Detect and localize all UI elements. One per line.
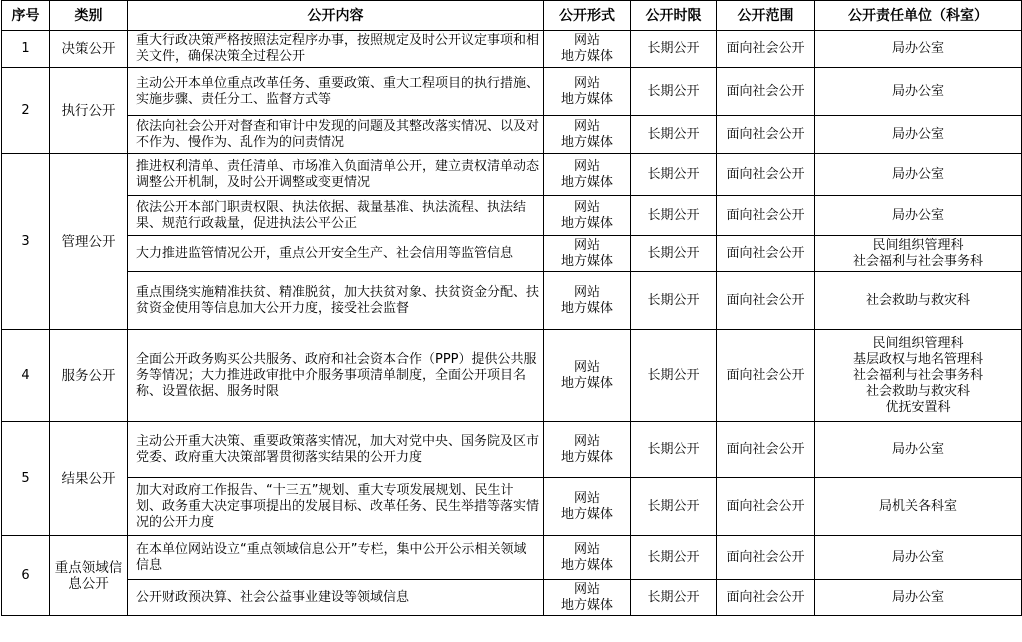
form-website: 网站 xyxy=(573,581,600,597)
form-local-media: 地方媒体 xyxy=(560,449,613,465)
table-row xyxy=(2,536,1022,580)
row-period: 长期公开 xyxy=(631,68,717,116)
row-unit xyxy=(815,31,1022,68)
row-period: 长期公开 xyxy=(631,478,717,536)
header-form: 公开形式 xyxy=(544,1,631,31)
row-form xyxy=(544,31,631,68)
row-period: 长期公开 xyxy=(631,196,717,236)
row-unit xyxy=(815,154,1022,196)
header-row xyxy=(2,1,1022,31)
table-row xyxy=(2,272,1022,330)
form-website: 网站 xyxy=(573,75,600,91)
row-period: 长期公开 xyxy=(631,272,717,330)
unit-line: 社会福利与社会事务科 xyxy=(852,367,983,383)
header-period: 公开时限 xyxy=(631,1,717,31)
row-content: 公开财政预决算、社会公益事业建设等领域信息 xyxy=(128,580,544,616)
row-unit xyxy=(815,68,1022,116)
form-local-media: 地方媒体 xyxy=(560,174,613,190)
table-row xyxy=(2,236,1022,272)
row-period: 长期公开 xyxy=(631,154,717,196)
form-website: 网站 xyxy=(573,490,600,506)
table-row xyxy=(2,68,1022,116)
row-form xyxy=(544,272,631,330)
row-scope: 面向社会公开 xyxy=(717,236,815,272)
row-form xyxy=(544,580,631,616)
row-number: 6 xyxy=(2,536,50,616)
row-number: 1 xyxy=(2,31,50,68)
row-category: 执行公开 xyxy=(50,68,128,154)
row-unit xyxy=(815,536,1022,580)
row-scope: 面向社会公开 xyxy=(717,196,815,236)
header-content: 公开内容 xyxy=(128,1,544,31)
header-category: 类别 xyxy=(50,1,128,31)
form-website: 网站 xyxy=(573,118,600,134)
unit-line: 局办公室 xyxy=(891,549,944,565)
row-period: 长期公开 xyxy=(631,536,717,580)
row-form xyxy=(544,478,631,536)
row-content: 推进权利清单、责任清单、市场准入负面清单公开，建立责权清单动态调整公开机制，及时公开调整或变更情况 xyxy=(128,154,544,196)
form-website: 网站 xyxy=(573,359,600,375)
row-content: 全面公开政务购买公共服务、政府和社会资本合作（PPP）提供公共服务等情况；大力推进政审批中介服务事项清单制度，全面公开项目名称、设置依据、服务时限 xyxy=(128,330,544,422)
row-content: 主动公开重大决策、重要政策落实情况，加大对党中央、国务院及区市党委、政府重大决策部署贯彻落实结果的公开力度 xyxy=(128,422,544,478)
table-row xyxy=(2,196,1022,236)
table-row xyxy=(2,580,1022,616)
form-local-media: 地方媒体 xyxy=(560,49,613,64)
table-row xyxy=(2,31,1022,68)
row-number: 4 xyxy=(2,330,50,422)
row-number: 5 xyxy=(2,422,50,536)
form-website: 网站 xyxy=(573,158,600,174)
row-form xyxy=(544,236,631,272)
unit-line: 局机关各科室 xyxy=(878,498,957,514)
row-form xyxy=(544,330,631,422)
row-form xyxy=(544,536,631,580)
unit-line: 局办公室 xyxy=(891,83,944,99)
unit-line: 基层政权与地名管理科 xyxy=(852,351,983,367)
row-unit xyxy=(815,330,1022,422)
unit-line: 局办公室 xyxy=(891,441,944,457)
form-local-media: 地方媒体 xyxy=(560,215,613,231)
row-content: 主动公开本单位重点改革任务、重要政策、重大工程项目的执行措施、实施步骤、责任分工、监督方式等 xyxy=(128,68,544,116)
row-scope: 面向社会公开 xyxy=(717,422,815,478)
form-local-media: 地方媒体 xyxy=(560,557,613,573)
unit-line: 社会救助与救灾科 xyxy=(865,292,970,308)
row-content: 重点围绕实施精准扶贫、精准脱贫，加大扶贫对象、扶贫资金分配、扶贫资金使用等信息加大公开力度，接受社会监督 xyxy=(128,272,544,330)
table-row xyxy=(2,116,1022,154)
row-number: 3 xyxy=(2,154,50,330)
form-local-media: 地方媒体 xyxy=(560,375,613,391)
header-scope: 公开范围 xyxy=(717,1,815,31)
row-scope: 面向社会公开 xyxy=(717,536,815,580)
form-local-media: 地方媒体 xyxy=(560,597,613,613)
row-unit xyxy=(815,116,1022,154)
row-content: 大力推进监管情况公开，重点公开安全生产、社会信用等监管信息 xyxy=(128,236,544,272)
row-content: 加大对政府工作报告、“十三五”规划、重大专项发展规划、民生计划、政务重大决定事项提出的发展目标、改革任务、民生举措等落实情况的公开力度 xyxy=(128,478,544,536)
row-scope: 面向社会公开 xyxy=(717,478,815,536)
unit-line: 民间组织管理科 xyxy=(872,335,964,351)
row-scope: 面向社会公开 xyxy=(717,154,815,196)
form-website: 网站 xyxy=(573,199,600,215)
row-category: 决策公开 xyxy=(50,31,128,68)
table-row xyxy=(2,422,1022,478)
header-no: 序号 xyxy=(2,1,50,31)
unit-line: 社会福利与社会事务科 xyxy=(852,253,983,269)
form-local-media: 地方媒体 xyxy=(560,91,613,107)
row-category: 重点领域信息公开 xyxy=(50,536,128,616)
unit-line: 局办公室 xyxy=(891,166,944,182)
unit-line: 局办公室 xyxy=(891,41,944,56)
form-local-media: 地方媒体 xyxy=(560,506,613,522)
row-period: 长期公开 xyxy=(631,330,717,422)
unit-line: 社会救助与救灾科 xyxy=(865,383,970,399)
form-website: 网站 xyxy=(573,541,600,557)
row-unit xyxy=(815,580,1022,616)
form-website: 网站 xyxy=(573,237,600,253)
row-category: 管理公开 xyxy=(50,154,128,330)
row-form xyxy=(544,154,631,196)
row-scope: 面向社会公开 xyxy=(717,116,815,154)
header-unit: 公开责任单位（科室） xyxy=(815,1,1022,31)
unit-line: 优抚安置科 xyxy=(885,399,951,415)
unit-line: 局办公室 xyxy=(891,589,944,605)
form-website: 网站 xyxy=(573,433,600,449)
row-number: 2 xyxy=(2,68,50,154)
row-period: 长期公开 xyxy=(631,236,717,272)
table-row xyxy=(2,330,1022,422)
form-website: 网站 xyxy=(573,284,600,300)
row-scope: 面向社会公开 xyxy=(717,580,815,616)
row-period: 长期公开 xyxy=(631,580,717,616)
row-scope: 面向社会公开 xyxy=(717,330,815,422)
row-form xyxy=(544,68,631,116)
row-category: 结果公开 xyxy=(50,422,128,536)
row-content: 依法公开本部门职责权限、执法依据、裁量基准、执法流程、执法结果、规范行政裁量，促进执法公平公正 xyxy=(128,196,544,236)
row-category: 服务公开 xyxy=(50,330,128,422)
row-form xyxy=(544,116,631,154)
row-form xyxy=(544,196,631,236)
row-content: 重大行政决策严格按照法定程序办事，按照规定及时公开议定事项和相关文件，确保决策全过程公开 xyxy=(128,31,544,68)
unit-line: 局办公室 xyxy=(891,126,944,142)
row-content: 依法向社会公开对督查和审计中发现的问题及其整改落实情况、以及对不作为、慢作为、乱作为的问责情况 xyxy=(128,116,544,154)
table-row xyxy=(2,154,1022,196)
row-unit xyxy=(815,272,1022,330)
row-scope: 面向社会公开 xyxy=(717,68,815,116)
row-unit xyxy=(815,422,1022,478)
row-content: 在本单位网站设立“重点领域信息公开”专栏，集中公开公示相关领域信息 xyxy=(128,536,544,580)
row-unit xyxy=(815,478,1022,536)
row-unit xyxy=(815,196,1022,236)
form-local-media: 地方媒体 xyxy=(560,134,613,150)
unit-line: 局办公室 xyxy=(891,207,944,223)
disclosure-table xyxy=(1,0,1022,616)
row-period: 长期公开 xyxy=(631,422,717,478)
form-local-media: 地方媒体 xyxy=(560,253,613,269)
row-form xyxy=(544,422,631,478)
unit-line: 民间组织管理科 xyxy=(872,237,964,253)
row-unit xyxy=(815,236,1022,272)
row-period: 长期公开 xyxy=(631,31,717,68)
row-period: 长期公开 xyxy=(631,116,717,154)
form-local-media: 地方媒体 xyxy=(560,300,613,316)
form-website: 网站 xyxy=(573,33,600,48)
table-row xyxy=(2,478,1022,536)
row-scope: 面向社会公开 xyxy=(717,272,815,330)
row-scope: 面向社会公开 xyxy=(717,31,815,68)
